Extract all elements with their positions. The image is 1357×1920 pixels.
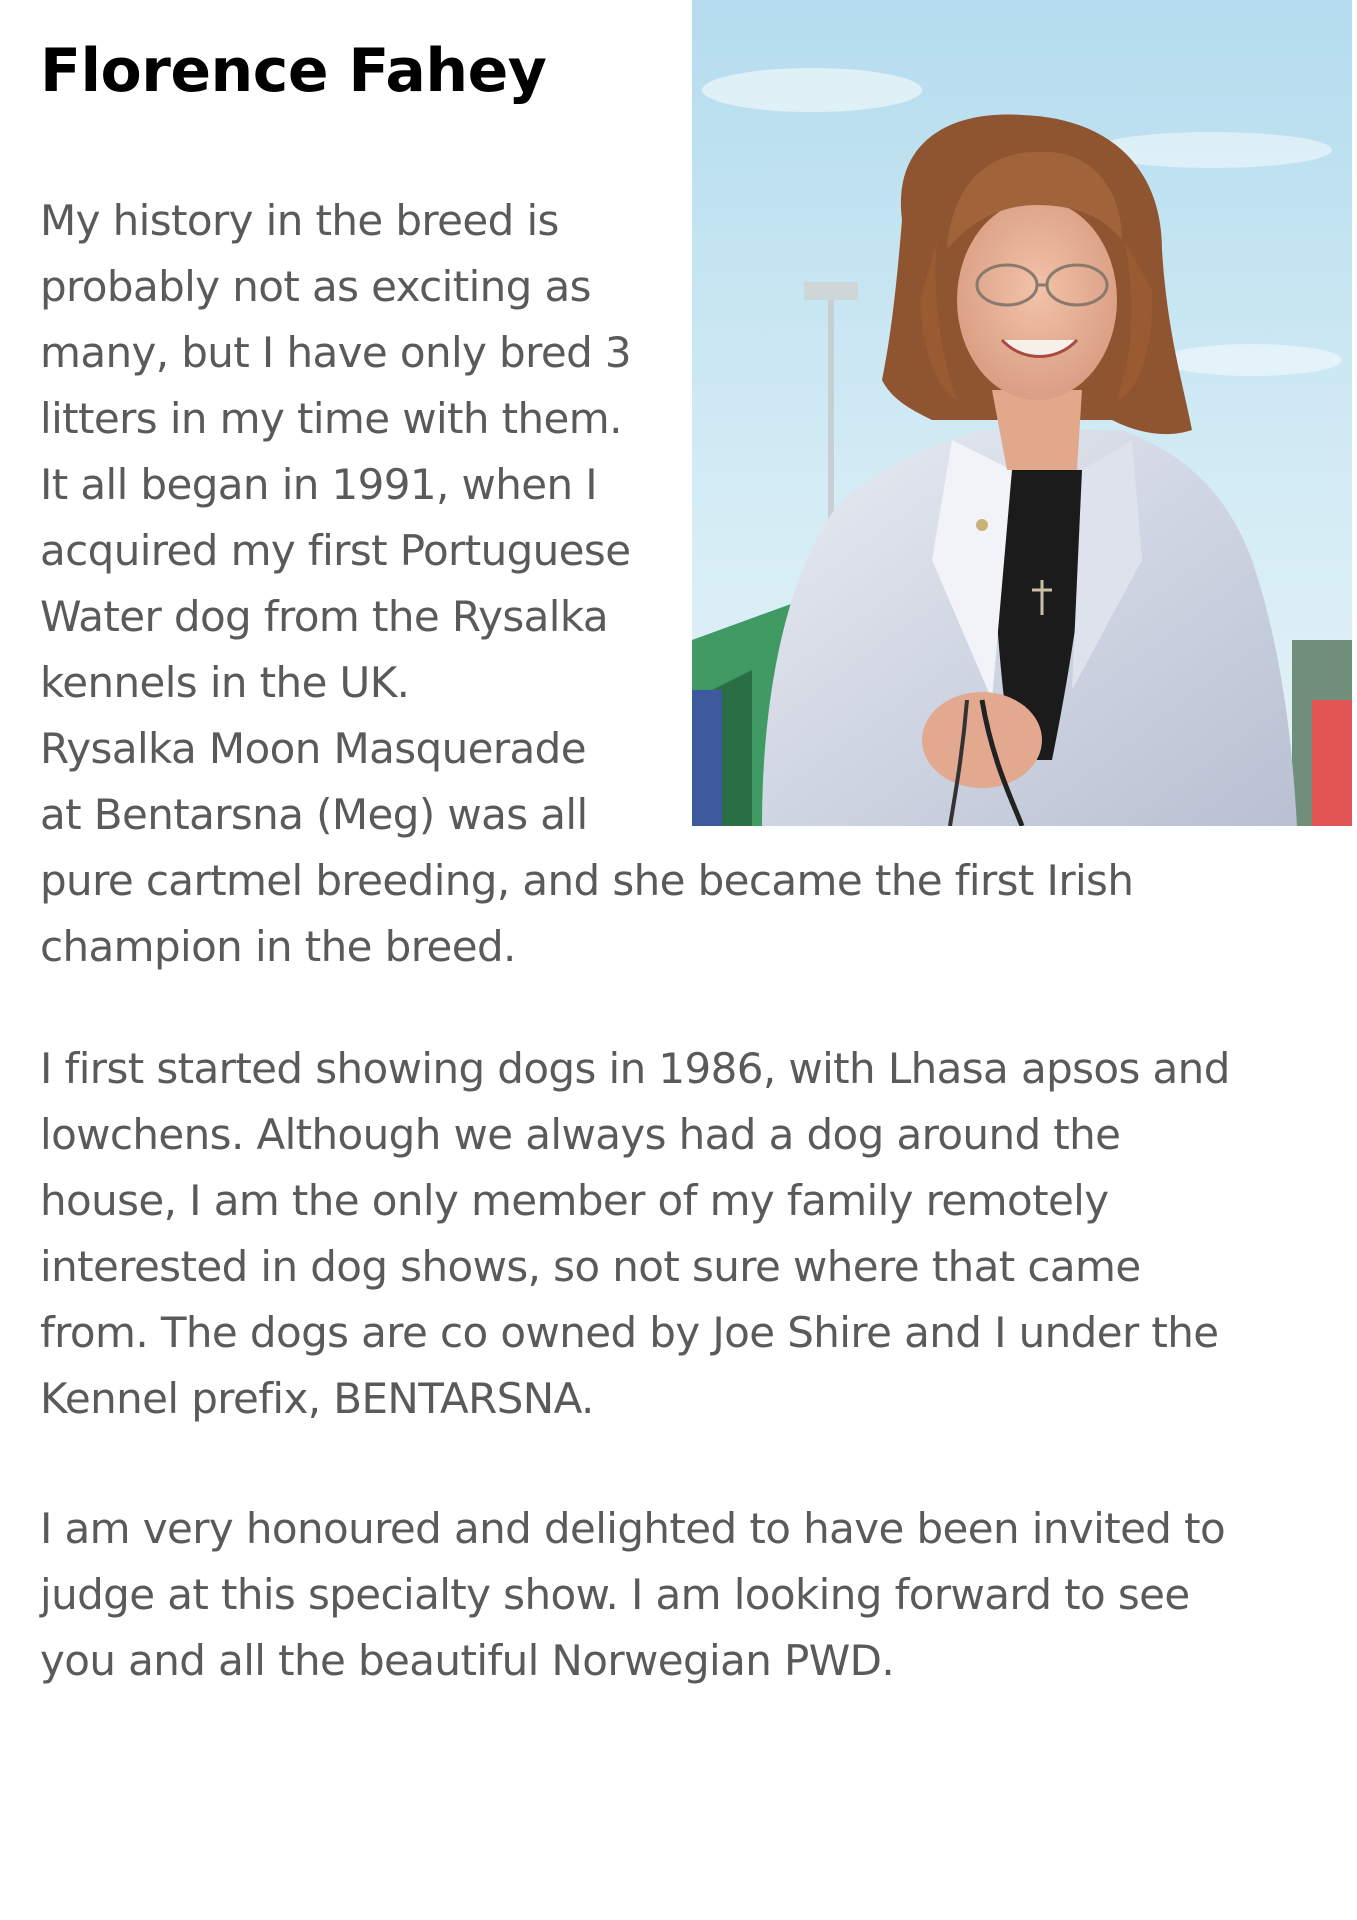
closing-paragraph (40, 1496, 1340, 1694)
text-line: Rysalka Moon Masquerade (40, 724, 586, 773)
intro-paragraph-continued (40, 848, 1330, 980)
text-line: judge at this specialty show. I am looking forward to see (40, 1570, 1190, 1619)
text-line: litters in my time with them. (40, 394, 622, 443)
portrait-photo (692, 0, 1352, 826)
showing-history-paragraph (40, 1036, 1340, 1432)
intro-paragraph (40, 188, 680, 848)
text-line: house, I am the only member of my family remotely (40, 1176, 1109, 1225)
portrait-illustration (692, 0, 1352, 826)
text-line: you and all the beautiful Norwegian PWD. (40, 1636, 895, 1685)
text-line: I first started showing dogs in 1986, with Lhasa apsos and (40, 1044, 1230, 1093)
text-line: from. The dogs are co owned by Joe Shire and I under the (40, 1308, 1219, 1357)
text-line: lowchens. Although we always had a dog around the (40, 1110, 1121, 1159)
text-line: I am very honoured and delighted to have been invited to (40, 1504, 1226, 1553)
text-line: Kennel prefix, BENTARSNA. (40, 1374, 594, 1423)
text-line: interested in dog shows, so not sure where that came (40, 1242, 1141, 1291)
text-line: kennels in the UK. (40, 658, 410, 707)
text-line: acquired my first Portuguese (40, 526, 631, 575)
text-line: It all began in 1991, when I (40, 460, 598, 509)
text-line: Water dog from the Rysalka (40, 592, 608, 641)
text-line: many, but I have only bred 3 (40, 328, 632, 377)
page-title: Florence Fahey (40, 36, 547, 106)
text-line: probably not as exciting as (40, 262, 591, 311)
text-line: pure cartmel breeding, and she became the first Irish (40, 856, 1134, 905)
text-line: My history in the breed is (40, 196, 559, 245)
text-line: at Bentarsna (Meg) was all (40, 790, 588, 839)
text-line: champion in the breed. (40, 922, 516, 971)
